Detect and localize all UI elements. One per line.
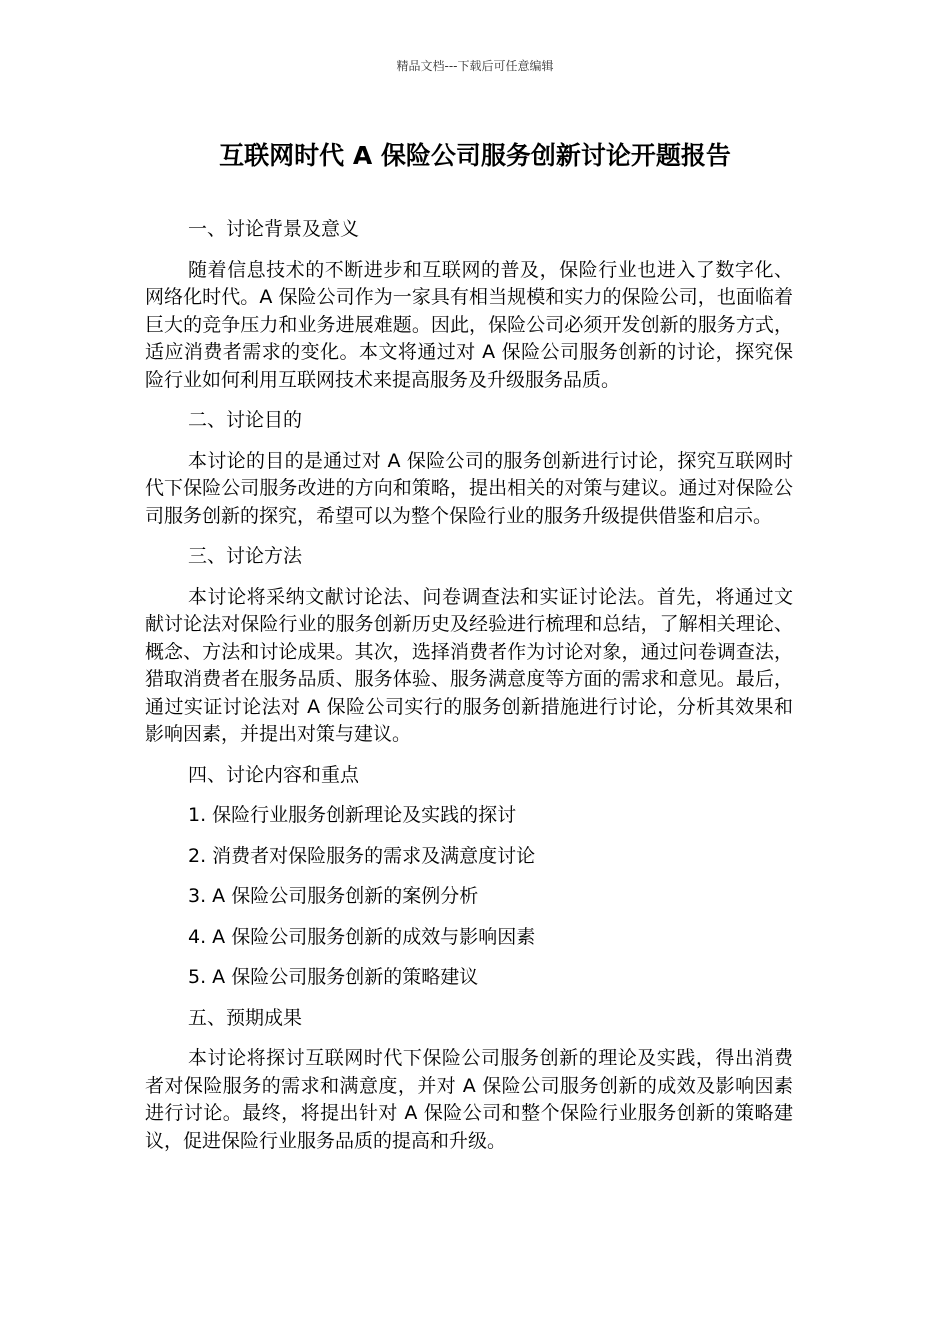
header-watermark: 精品文档---下载后可任意编辑 bbox=[396, 59, 554, 73]
section-heading-background: 一、讨论背景及意义 bbox=[188, 218, 360, 240]
document-title: 互联网时代 A 保险公司服务创新讨论开题报告 bbox=[219, 141, 731, 170]
section-paragraph-methods: 本讨论将采纳文献讨论法、问卷调查法和实证讨论法。首先，将通过文献讨论法对保险行业的服务创新历史及经验进行梳理和总结，了解相关理论、概念、方法和讨论成果。其次，选择消费者作为讨论对象，通过问卷调查法，猎取消费者在服务品质、服务体验、服务满意度等方面的需求和意见。最后，通过实证讨论法对 A 保险公司实行的服务创新措施进行讨论，分析其效果和影响因素，并提出对策与建议。 bbox=[145, 585, 793, 745]
section-heading-purpose: 二、讨论目的 bbox=[188, 409, 303, 431]
section-paragraph-background: 随着信息技术的不断进步和互联网的普及，保险行业也进入了数字化、网络化时代。A 保险公司作为一家具有相当规模和实力的保险公司，也面临着巨大的竞争压力和业务进展难题。因此，保险公司必须开发创新的服务方式，适应消费者需求的变化。本文将通过对 A 保险公司服务创新的讨论，探究保险行业如何利用互联网技术来提高服务及升级服务品质。 bbox=[145, 258, 793, 391]
list-item: 1. 保险行业服务创新理论及实践的探讨 bbox=[188, 804, 517, 826]
section-heading-methods: 三、讨论方法 bbox=[188, 545, 303, 567]
section-heading-outcomes: 五、预期成果 bbox=[188, 1006, 303, 1029]
section-heading-content: 四、讨论内容和重点 bbox=[188, 763, 360, 786]
list-item: 5. A 保险公司服务创新的策略建议 bbox=[188, 966, 479, 988]
section-paragraph-purpose: 本讨论的目的是通过对 A 保险公司的服务创新进行讨论，探究互联网时代下保险公司服务改进的方向和策略，提出相关的对策与建议。通过对保险公司服务创新的探究，希望可以为整个保险行业的服务升级提供借鉴和启示。 bbox=[145, 449, 793, 527]
list-item: 4. A 保险公司服务创新的成效与影响因素 bbox=[188, 925, 536, 948]
list-item: 2. 消费者对保险服务的需求及满意度讨论 bbox=[188, 844, 536, 867]
section-paragraph-outcomes: 本讨论将探讨互联网时代下保险公司服务创新的理论及实践，得出消费者对保险服务的需求和满意度，并对 A 保险公司服务创新的成效及影响因素进行讨论。最终，将提出针对 A 保险公司和整个保险行业服务创新的策略建议，促进保险行业服务品质的提高和升级。 bbox=[145, 1047, 793, 1152]
list-item: 3. A 保险公司服务创新的案例分析 bbox=[188, 885, 479, 907]
document-body bbox=[145, 216, 793, 1168]
